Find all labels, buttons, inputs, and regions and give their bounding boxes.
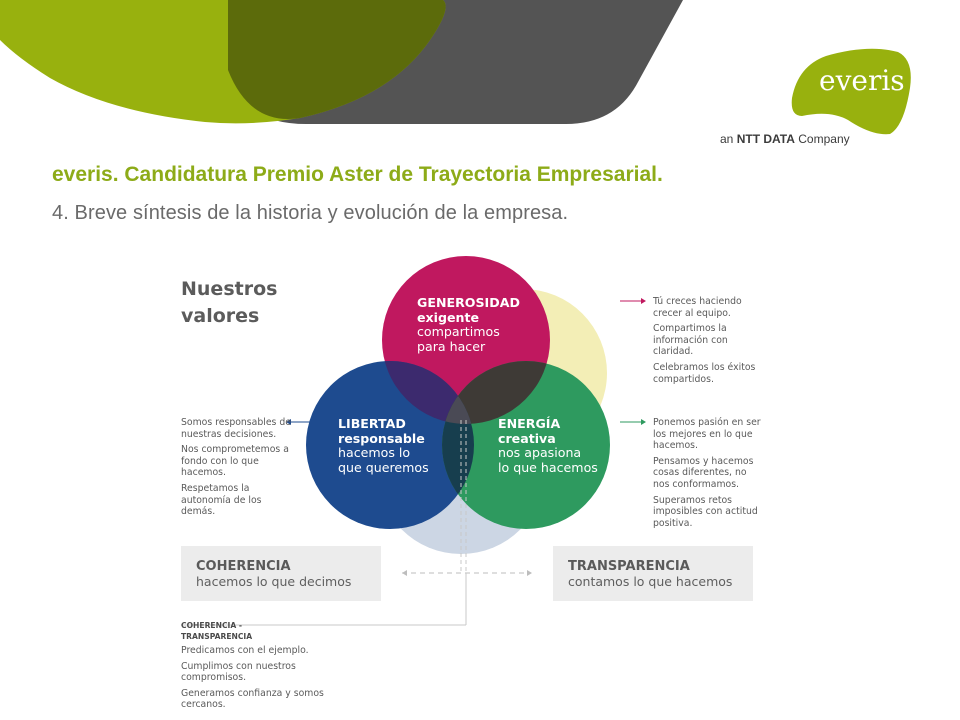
libertad-line-2: que queremos: [338, 459, 429, 475]
energia-note: Ponemos pasión en ser los mejores en lo que hacemos.: [653, 417, 761, 452]
coherencia-transparencia-notes: [181, 620, 331, 715]
generosidad-note: Compartimos la información con claridad.: [653, 323, 728, 358]
coherencia-box: [181, 546, 381, 601]
transparencia-title: TRANSPARENCIA: [568, 559, 690, 574]
bottom-notes-heading-2: TRANSPARENCIA: [181, 632, 253, 641]
energia-subtitle: creativa: [498, 430, 556, 446]
bottom-notes-heading-1: COHERENCIA -: [181, 621, 243, 630]
arrow-left-icon: [402, 570, 407, 576]
generosidad-subtitle: exigente: [417, 309, 480, 325]
generosidad-line-2: para hacer: [417, 338, 486, 354]
energia-line-1: nos apasiona: [498, 445, 582, 460]
tagline-suffix: Company: [798, 132, 850, 146]
bottom-note: Cumplimos con nuestros compromisos.: [181, 660, 296, 684]
libertad-title: LIBERTAD: [338, 416, 406, 431]
energia-note: Pensamos y hacemos cosas diferentes, no nos conformamos.: [653, 455, 754, 490]
ene-arrow-icon: [641, 419, 646, 425]
tagline-brand: NTT DATA: [736, 132, 795, 146]
libertad-notes: [181, 417, 291, 522]
energia-label: [498, 417, 598, 475]
transparencia-box: [553, 546, 753, 601]
energia-title: ENERGÍA: [498, 416, 561, 431]
libertad-note: Nos comprometemos a fondo con lo que hacemos.: [181, 444, 289, 479]
values-heading-line-2: valores: [181, 305, 260, 327]
generosidad-label: [417, 296, 520, 354]
generosidad-title: GENEROSIDAD: [417, 295, 520, 310]
arrow-right-icon: [527, 570, 532, 576]
libertad-line-1: hacemos lo: [338, 445, 411, 460]
page-subtitle: 4. Breve síntesis de la historia y evolución de la empresa.: [52, 202, 569, 224]
generosidad-note: Celebramos los éxitos compartidos.: [653, 361, 756, 385]
generosidad-line-1: compartimos: [417, 324, 500, 339]
libertad-note: Somos responsables de nuestras decisiones.: [181, 417, 291, 440]
libertad-note: Respetamos la autonomía de los demás.: [181, 482, 262, 518]
generosidad-notes: [653, 296, 763, 389]
values-heading-line-1: Nuestros: [181, 278, 278, 300]
libertad-label: [338, 417, 429, 475]
bottom-note: Generamos confianza y somos cercanos.: [181, 687, 324, 711]
transparencia-subtitle: contamos lo que hacemos: [568, 574, 733, 589]
coherencia-subtitle: hacemos lo que decimos: [196, 574, 352, 589]
coherencia-title: COHERENCIA: [196, 559, 291, 574]
generosidad-note: Tú creces haciendo crecer al equipo.: [653, 296, 742, 319]
energia-notes: [653, 417, 763, 533]
energia-line-2: lo que hacemos: [498, 459, 598, 475]
libertad-subtitle: responsable: [338, 430, 425, 446]
page-title: everis. Candidatura Premio Aster de Trayectoria Empresarial.: [52, 163, 663, 186]
bottom-note: Predicamos con el ejemplo.: [181, 645, 309, 656]
energia-note: Superamos retos imposibles con actitud positiva.: [653, 494, 758, 529]
logo-text: everis: [819, 64, 905, 97]
gen-arrow-icon: [641, 298, 646, 304]
tagline-prefix: an: [720, 132, 734, 146]
